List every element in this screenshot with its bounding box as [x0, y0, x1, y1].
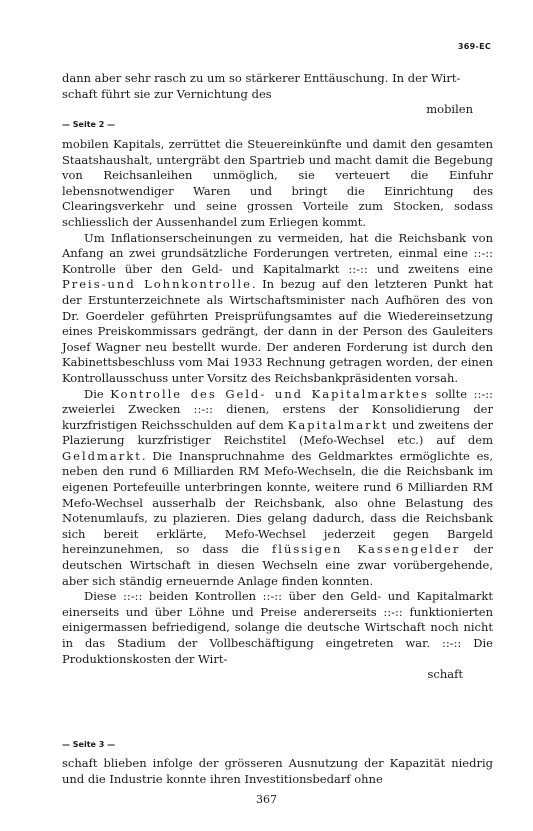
paragraph-text: und zweitens der Plazierung kurzfristiger Reichstitel (Mefo-Wechsel etc.) auf dem	[62, 417, 493, 448]
emphasis-text: flüssigen Kassengelder	[272, 542, 461, 557]
carry-word: schaft	[427, 667, 463, 682]
paragraph-text: sollte ::-:: zweierlei Zwecken ::-:: dienen, erstens der Konsolidierung der kurzfristigen Reichsschulden auf dem	[62, 386, 493, 432]
document-code: 369-EC	[457, 42, 491, 51]
text-block-top	[62, 71, 493, 118]
page-marker: — Seite 2 —	[62, 120, 116, 129]
text-line: dann aber sehr rasch zu um so stärkerer Enttäuschung. In der Wirt-	[62, 71, 461, 85]
paragraph-text: . In bezug auf den letzteren Punkt hat der Erstunterzeichnete als Wirtschaftsminister nach Aufhören des von Dr. Goerdeler geführten Preisprüfungsamtes auf die Wiedereinsetzung eines Preiskommissars gedrängt, der dann in der Person des Gauleiters Josef Wagner neu bestellt wurde. Der anderen Forderung ist durch den Kabinettsbeschluss vom Mai 1933 Rechnung getragen worden, der einen Kontrollausschuss unter Vorsitz des Reichsbankpräsidenten vorsah.	[62, 277, 493, 385]
emphasis-text: Preis-und Lohnkontrolle	[62, 277, 252, 292]
paragraph-text: Um Inflationserscheinungen zu vermeiden, hat die Reichsbank von Anfang an zwei grundsätzliche Forderungen vertreten, einmal eine ::-:: Kontrolle über den Geld- und Kapitalmarkt ::-:: und zweitens eine	[62, 230, 493, 276]
paragraph: schaft blieben infolge der grösseren Ausnutzung der Kapazität niedrig und die Industrie konnte ihren Investitionsbedarf ohne	[62, 756, 493, 786]
paragraph	[62, 231, 493, 387]
emphasis-text: Kontrolle des Geld- und Kapitalmarktes	[110, 386, 429, 401]
paragraph-text: Die	[84, 386, 111, 401]
carry-word: mobilen	[426, 102, 473, 117]
paragraph: mobilen Kapitals, zerrüttet die Steuereinkünfte und damit den gesamten Staatshaushalt, untergräbt den Spartrieb und macht damit die Begebung von Reichsanleihen unmöglich, sie verteuert die Einfuhr lebensnotwendiger Waren und bringt die Einrichtung des Clearingsverkehr und seine grossen Vorteile zum Stocken, sodass schliesslich der Aussenhandel zum Erliegen kommt.	[62, 137, 493, 229]
emphasis-text: Geldmarkt	[62, 448, 142, 463]
page-number: 367	[256, 793, 277, 806]
text-line: schaft führt sie zur Vernichtung des	[62, 86, 272, 101]
page-marker: — Seite 3 —	[62, 740, 116, 749]
text-block-main	[62, 137, 493, 683]
paragraph-text: der deutschen Wirtschaft in diesen Wechseln eine zwar vorübergehende, aber sich ständig erneuernde Anlage finden konnten.	[62, 542, 493, 588]
paragraph	[62, 387, 493, 590]
text-block-bottom	[62, 756, 493, 787]
paragraph: Diese ::-:: beiden Kontrollen ::-:: über den Geld- und Kapitalmarkt einerseits und über Löhne und Preise andererseits ::-:: funktionierten einigermassen befriedigend, solange die deutsche Wirtschaft noch nicht in das Stadium der Vollbeschäftigung eingetreten war. ::-:: Die Produktionskosten der Wirt-	[62, 589, 493, 666]
paragraph-text: . Die Inanspruchnahme des Geldmarktes ermöglichte es, neben den rund 6 Milliarden RM Mefo-Wechseln, die die Reichsbank im eigenen Portefeuille unterbringen konnte, weitere rund 6 Milliarden RM Mefo-Wechsel ausserhalb der Reichsbank, also ohne Belastung des Notenumlaufs, zu plazieren. Dies gelang dadurch, dass die Reichsbank sich bereit erklärte, Mefo-Wechsel jederzeit gegen Bargeld hereinzunehmen, so dass die	[62, 448, 493, 557]
emphasis-text: Kapitalmarkt	[287, 417, 389, 432]
